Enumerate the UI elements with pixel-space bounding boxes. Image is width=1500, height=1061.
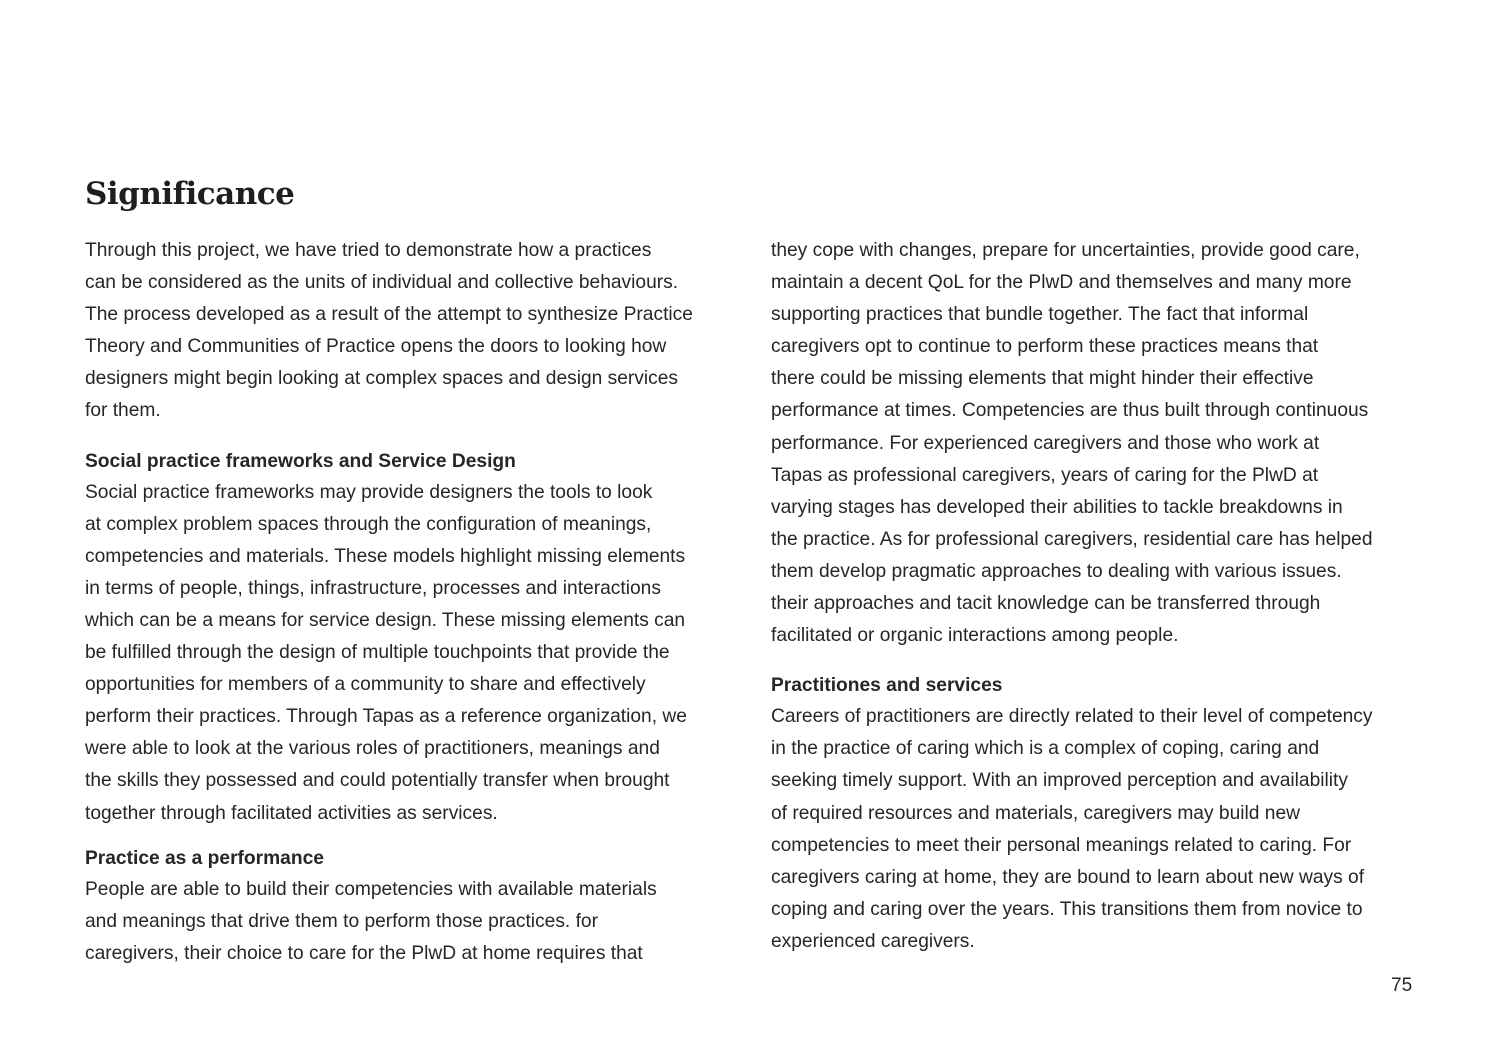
text-line: were able to look at the various roles of practitioners, meanings and: [85, 738, 660, 760]
text-line: Through this project, we have tried to demonstrate how a practices: [85, 240, 652, 261]
section-social-practice-frameworks: [85, 447, 745, 830]
text-line: designers might begin looking at complex spaces and design services: [85, 368, 679, 390]
text-line: caregivers caring at home, they are bound to learn about new ways of: [771, 866, 1365, 888]
text-line: of required resources and materials, caregivers may build new: [771, 802, 1300, 824]
section-paragraph: [85, 874, 745, 970]
text-line: competencies and materials. These models highlight missing elements: [85, 545, 686, 567]
text-line: in terms of people, things, infrastructure, processes and interactions: [85, 577, 661, 599]
text-line: coping and caring over the years. This transitions them from novice to: [771, 898, 1363, 920]
text-line: performance. For experienced caregivers and those who work at: [771, 432, 1320, 454]
text-line: experienced caregivers.: [771, 930, 975, 952]
text-line: caregivers opt to continue to perform these practices means that: [771, 336, 1319, 358]
text-line: competencies to meet their personal meanings related to caring. For: [771, 834, 1352, 856]
text-line: Social practice frameworks may provide designers the tools to look: [85, 481, 653, 503]
section-practice-as-performance: [85, 844, 745, 970]
section-heading: Practice as a performance: [85, 847, 324, 869]
text-line: Tapas as professional caregivers, years of caring for the PlwD at: [771, 464, 1319, 486]
text-line: People are able to build their competencies with available materials: [85, 878, 657, 900]
text-line: maintain a decent QoL for the PlwD and themselves and many more: [771, 272, 1352, 294]
text-line: and meanings that drive them to perform those practices. for: [85, 910, 598, 932]
section-paragraph: [771, 701, 1431, 958]
text-line: their approaches and tacit knowledge can be transferred through: [771, 593, 1321, 615]
text-line: can be considered as the units of individual and collective behaviours.: [85, 272, 679, 294]
text-line: varying stages has developed their abilities to tackle breakdowns in: [771, 496, 1343, 518]
text-line: be fulfilled through the design of multiple touchpoints that provide the: [85, 642, 670, 664]
text-line: seeking timely support. With an improved perception and availability: [771, 770, 1348, 792]
text-line: The process developed as a result of the attempt to synthesize Practice: [85, 304, 693, 326]
left-column: [85, 235, 745, 970]
text-line: at complex problem spaces through the configuration of meanings,: [85, 513, 652, 535]
intro-paragraph: [85, 235, 745, 428]
text-line: the practice. As for professional caregivers, residential care has helped: [771, 528, 1373, 550]
page-title: Significance: [85, 176, 295, 212]
text-line: the skills they possessed and could potentially transfer when brought: [85, 770, 670, 792]
text-line: they cope with changes, prepare for uncertainties, provide good care,: [771, 240, 1360, 261]
text-line: them develop pragmatic approaches to dealing with various issues.: [771, 560, 1342, 582]
text-line: there could be missing elements that might hinder their effective: [771, 368, 1314, 390]
text-line: caregivers, their choice to care for the PlwD at home requires that: [85, 942, 643, 964]
text-line: supporting practices that bundle together. The fact that informal: [771, 304, 1309, 326]
page-number: 75: [1391, 975, 1413, 996]
text-line: together through facilitated activities as services.: [85, 802, 498, 824]
text-line: facilitated or organic interactions among people.: [771, 625, 1179, 647]
section-practitiones-and-services: [771, 671, 1431, 958]
text-line: for them.: [85, 400, 161, 422]
section-heading: Social practice frameworks and Service Design: [85, 450, 516, 472]
text-line: perform their practices. Through Tapas as a reference organization, we: [85, 706, 687, 728]
text-line: opportunities for members of a community to share and effectively: [85, 674, 646, 696]
text-line: which can be a means for service design. These missing elements can: [85, 609, 686, 631]
continuation-paragraph: [771, 235, 1431, 652]
section-paragraph: [85, 477, 745, 830]
text-line: performance at times. Competencies are thus built through continuous: [771, 400, 1369, 422]
section-heading: Practitiones and services: [771, 675, 1003, 697]
text-line: Theory and Communities of Practice opens the doors to looking how: [85, 336, 667, 358]
text-line: Careers of practitioners are directly related to their level of competency: [771, 706, 1373, 728]
text-line: in the practice of caring which is a complex of coping, caring and: [771, 738, 1320, 760]
right-column: [771, 235, 1431, 958]
